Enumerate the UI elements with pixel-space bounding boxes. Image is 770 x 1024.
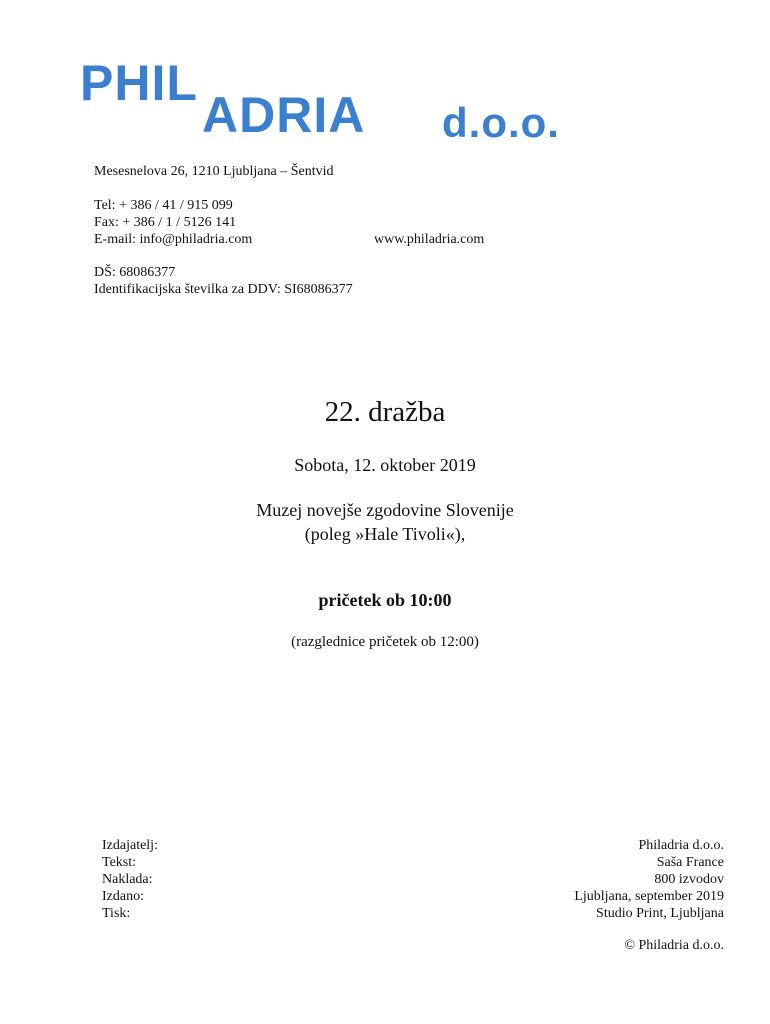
auction-venue: Muzej novejše zgodovine Slovenije [256,500,514,520]
imprint-label: Tekst: [102,855,137,870]
imprint-value: 800 izvodov [654,872,724,887]
imprint-value: Studio Print, Ljubljana [596,906,724,921]
imprint-values [574,837,724,922]
imprint-value: Saša France [656,855,724,870]
address-ds: DŠ: 68086377 [94,265,176,280]
postcards-start-time: (razglednice pričetek ob 12:00) [291,634,479,650]
address-fax: Fax: + 386 / 1 / 5126 141 [94,215,237,230]
logo-text-phil: PHIL [80,55,198,111]
auction-title: 22. dražba [324,396,446,428]
imprint-label: Izdano: [102,889,144,904]
imprint-labels [102,837,158,922]
address-email: E-mail: info@philadria.com [94,232,253,247]
auction-date: Sobota, 12. oktober 2019 [294,455,476,475]
imprint-value: Ljubljana, september 2019 [574,889,724,904]
auction-start-time: pričetek ob 10:00 [318,590,452,610]
logo-text-adria: ADRIA [202,87,366,143]
imprint-label: Izdajatelj: [102,838,158,853]
imprint-label: Naklada: [102,872,153,887]
logo-text-doo: d.o.o. [442,99,560,146]
address-street: Mesesnelova 26, 1210 Ljubljana – Šentvid [94,164,334,179]
copyright-notice: © Philadria d.o.o. [624,938,724,953]
company-logo [80,55,600,148]
imprint-value: Philadria d.o.o. [638,838,724,853]
imprint-label: Tisk: [102,906,131,921]
address-ddv: Identifikacijska številka za DDV: SI68086377 [94,282,353,297]
address-tel: Tel: + 386 / 41 / 915 099 [94,198,233,213]
address-web: www.philadria.com [374,232,485,247]
auction-venue-note: (poleg »Hale Tivoli«), [304,524,466,544]
